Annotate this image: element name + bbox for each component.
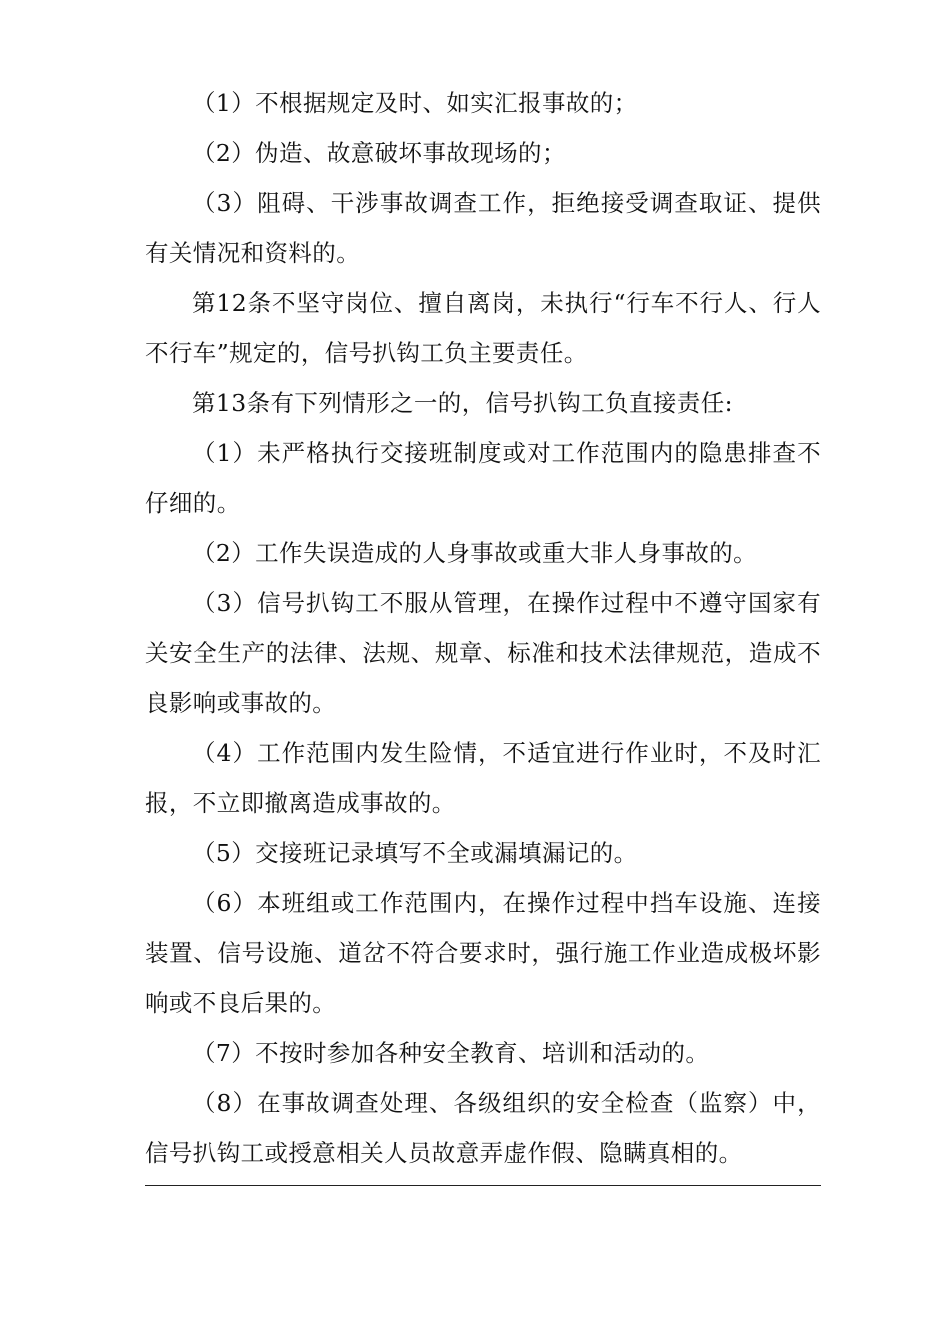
article-13-item-7: （7）不按时参加各种安全教育、培训和活动的。 [192,1039,710,1067]
list-item-3-obstruct-investigation: （3）阻碍、干涉事故调查工作，拒绝接受调查取证、提供有关情况和资料的。 [145,189,821,267]
list-item-2-falsify-scene: （2）伪造、故意破坏事故现场的； [192,139,566,167]
article-13-item-2: （2）工作失误造成的人身事故或重大非人身事故的。 [192,539,758,567]
article-13-item-8: （8）在事故调查处理、各级组织的安全检查（监察）中，信号扒钩工或授意相关人员故意弄虚作假、隐瞒真相的。 [145,1089,821,1167]
article-13-item-4: （4）工作范围内发生险情，不适宜进行作业时，不及时汇报，不立即撤离造成事故的。 [145,739,821,817]
article-13: 第13条有下列情形之一的，信号扒钩工负直接责任: [192,389,733,417]
list-item-1-no-timely-report: （1）不根据规定及时、如实汇报事故的； [192,89,638,117]
document-body [145,78,821,1178]
article-13-item-5: （5）交接班记录填写不全或漏填漏记的。 [192,839,638,867]
footer-divider [145,1185,821,1186]
article-13-item-3: （3）信号扒钩工不服从管理，在操作过程中不遵守国家有关安全生产的法律、法规、规章、标准和技术法律规范，造成不良影响或事故的。 [145,589,821,717]
article-12: 第12条不坚守岗位、擅自离岗，未执行“行车不行人、行人不行车”规定的，信号扒钩工负主要责任。 [145,289,821,367]
article-13-item-1: （1）未严格执行交接班制度或对工作范围内的隐患排查不仔细的。 [145,439,821,517]
article-13-item-6: （6）本班组或工作范围内，在操作过程中挡车设施、连接装置、信号设施、道岔不符合要求时，强行施工作业造成极坏影响或不良后果的。 [145,889,821,1017]
